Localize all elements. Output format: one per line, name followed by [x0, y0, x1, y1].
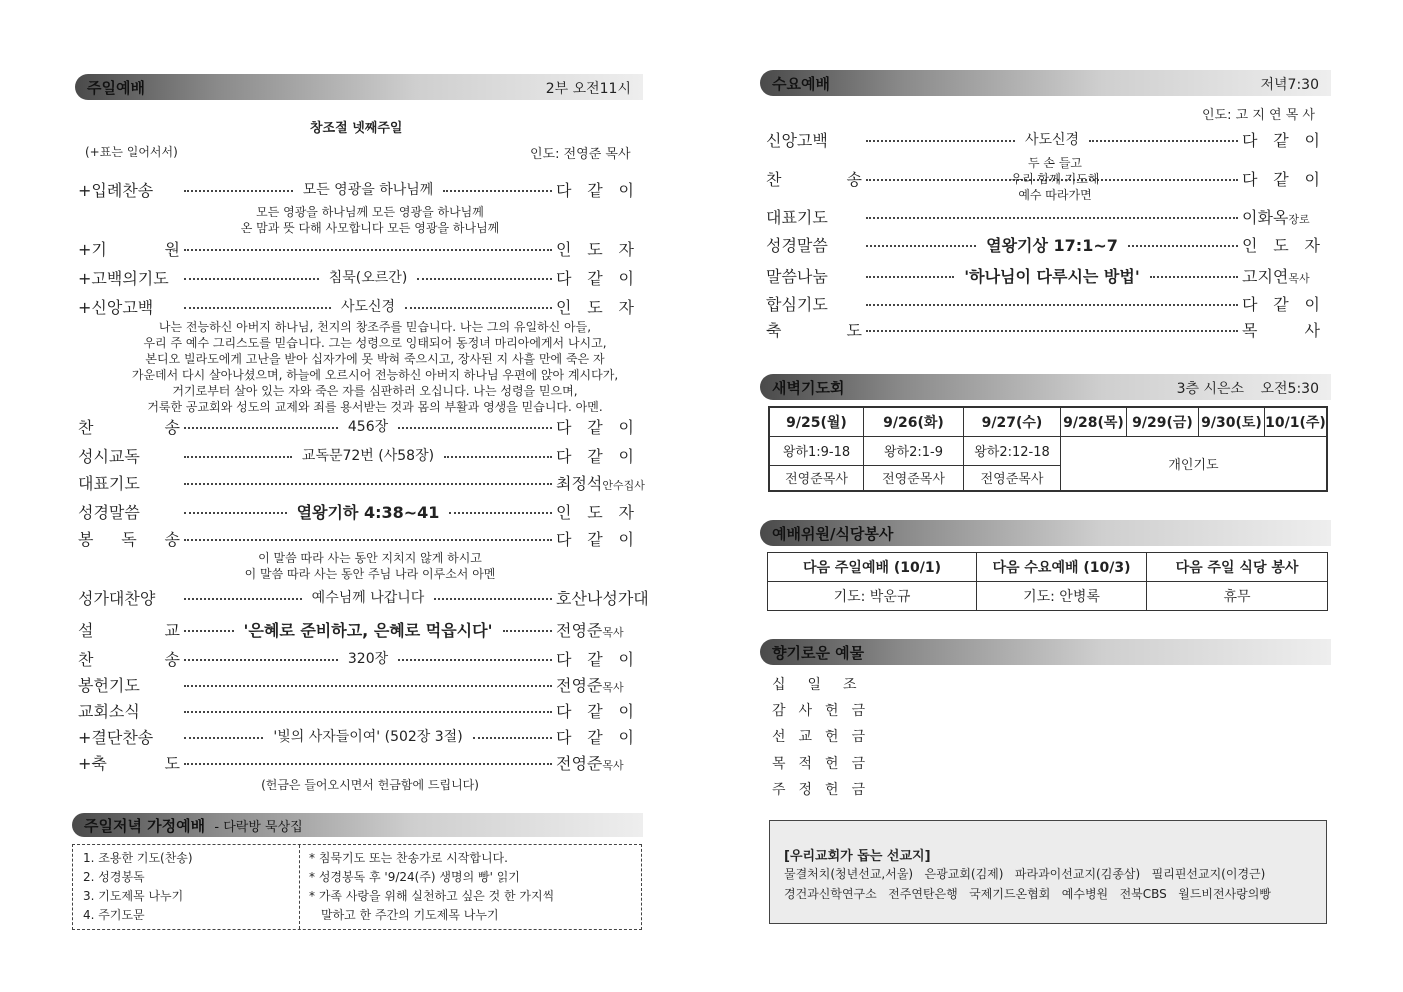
- dawn-time: 오전5:30: [1260, 381, 1319, 397]
- evening-step: 3. 기도제목 나누기: [83, 889, 184, 903]
- serve-val: 기도: 박운규: [768, 582, 977, 611]
- service-subtitle: 창조절 넷째주일: [310, 121, 403, 136]
- leader-dots: [866, 245, 976, 247]
- offering-item: 감사헌금: [772, 703, 879, 719]
- order-label: +기 원: [78, 239, 180, 259]
- wed-hymn-line: 우리 함께 기도해: [1010, 172, 1100, 186]
- order-label: +축 도: [78, 753, 180, 773]
- order-leader-name: 다 같 이: [556, 529, 634, 549]
- order-row: [78, 585, 649, 609]
- offering-item: 선교헌금: [772, 729, 879, 745]
- serve-val: 휴무: [1147, 582, 1328, 611]
- order-label: 대표기도: [766, 207, 828, 227]
- order-content: 모든 영광을 하나님께: [302, 182, 434, 198]
- order-row: [78, 724, 634, 748]
- order-leader: [1242, 318, 1320, 341]
- order-row: [78, 526, 634, 550]
- order-label: 찬 송: [78, 417, 180, 437]
- order-row: [78, 646, 634, 670]
- order-row: [78, 750, 634, 774]
- evening-header-text: [84, 815, 303, 836]
- order-leader: [556, 725, 634, 748]
- leader-dots: [443, 190, 552, 192]
- sunday-service-title: 주일예배: [87, 79, 145, 97]
- order-label: 성경말씀: [78, 502, 140, 522]
- order-leader-title: 목사: [602, 758, 624, 772]
- order-leader: [556, 237, 634, 260]
- order-label: 찬 송: [766, 169, 862, 189]
- service-leader: 인도: 전영준 목사: [530, 147, 631, 162]
- order-leader: [556, 618, 634, 641]
- order-leader: [556, 178, 634, 201]
- order-leader: [556, 444, 634, 467]
- creed-line: 가운데서 다시 살아나셨으며, 하늘에 오르시어 전능하신 아버지 하나님 우편에 앉아 계시다가,: [131, 368, 619, 382]
- leader-dots: [184, 190, 293, 192]
- creed-line: 나는 전능하신 아버지 하나님, 천지의 창조주를 믿습니다. 나는 그의 유일하신 아들,: [158, 320, 592, 334]
- leader-dots: [449, 512, 552, 514]
- order-leader: [556, 586, 649, 609]
- order-label: +결단찬송: [78, 727, 154, 747]
- order-leader-name: 인 도 자: [556, 297, 635, 317]
- wednesday-leader: 인도: 고 지 연 목 사: [1202, 108, 1315, 123]
- evening-note: 말하고 한 주간의 기도제목 나누기: [321, 908, 499, 922]
- evening-note: * 가족 사랑을 위해 실천하고 싶은 것 한 가지씩: [309, 889, 555, 903]
- order-leader-name: 다 같 이: [1242, 169, 1320, 189]
- creed-line: 거기로부터 살아 있는 자와 죽은 자를 심판하러 오십니다. 나는 성령을 믿으며,: [172, 384, 578, 398]
- order-leader-name: 다 같 이: [556, 268, 635, 288]
- response-line: 이 말씀 따라 사는 동안 지치지 않게 하시고: [258, 551, 482, 565]
- mission-line: 경건과신학연구소 전주연탄은행 국제기드온협회 예수병원 전북CBS 월드비전사랑의빵: [784, 887, 1271, 901]
- order-leader: [556, 471, 645, 494]
- order-content: 456장: [347, 419, 389, 435]
- order-leader-name: 고지연: [1242, 266, 1289, 286]
- order-label: +고백의기도: [78, 268, 169, 288]
- dawn-prayer-info: [1177, 378, 1319, 398]
- dawn-day: 9/25(월): [769, 407, 864, 436]
- order-leader-title: 안수집사: [602, 478, 645, 492]
- leader-dots: [398, 427, 552, 429]
- leader-dots: [184, 539, 552, 541]
- order-leader: [1242, 233, 1320, 256]
- leader-dots: [184, 249, 552, 251]
- evening-step: 2. 성경봉독: [83, 870, 145, 884]
- offering-note: (헌금은 들어오시면서 헌금함에 드립니다): [261, 778, 479, 792]
- order-label: +입례찬송: [78, 180, 154, 200]
- leader-dots: [444, 456, 552, 458]
- evening-step: 4. 주기도문: [83, 908, 145, 922]
- leader-dots: [1089, 140, 1238, 142]
- order-leader-name: 다 같 이: [556, 417, 634, 437]
- order-content: 열왕기상 17:1~7: [986, 235, 1118, 255]
- evening-worship-header: [72, 813, 643, 837]
- order-label: 찬 송: [78, 649, 180, 669]
- sunday-service-time: 2부 오전11시: [545, 81, 631, 97]
- dawn-personal-prayer: 개인기도: [1061, 436, 1328, 491]
- order-leader: [556, 673, 634, 696]
- order-row: [766, 204, 1320, 228]
- leader-dots: [184, 685, 552, 687]
- order-leader: [556, 647, 634, 670]
- order-row: [78, 470, 645, 494]
- order-label: 설 교: [78, 620, 180, 640]
- mission-box: [769, 820, 1327, 924]
- offering-title: 향기로운 예물: [772, 644, 865, 662]
- leader-dots: [184, 512, 287, 514]
- leader-dots: [1128, 245, 1238, 247]
- order-label: 봉 독 송: [78, 529, 180, 549]
- order-row: [766, 232, 1320, 256]
- leader-dots: [184, 763, 552, 765]
- leader-dots: [866, 276, 954, 278]
- order-label: 축 도: [766, 320, 862, 340]
- order-leader-name: 인 도 자: [556, 239, 634, 259]
- dawn-day: 9/28(목): [1061, 407, 1127, 436]
- leader-dots: [473, 737, 552, 739]
- leader-dots: [866, 330, 1238, 332]
- servers-table: [767, 552, 1328, 611]
- evening-notes: [309, 849, 554, 925]
- creed-line: 거룩한 공교회와 성도의 교제와 죄를 용서받는 것과 몸의 부활과 영생을 믿습니다. 아멘.: [147, 400, 603, 414]
- leader-dots: [184, 711, 552, 713]
- order-leader-title: 목사: [602, 625, 624, 639]
- order-leader-name: 다 같 이: [556, 649, 634, 669]
- order-content: 열왕기하 4:38~41: [296, 502, 440, 522]
- order-leader: [1242, 292, 1320, 315]
- order-label: 성시교독: [78, 446, 140, 466]
- evening-step: 1. 조용한 기도(찬송): [83, 851, 193, 865]
- wed-hymn-line: 예수 따라가면: [1018, 188, 1092, 202]
- dawn-day: 9/27(수): [964, 407, 1061, 436]
- order-label: 성경말씀: [766, 235, 828, 255]
- serve-head: 다음 수요예배 (10/3): [977, 553, 1147, 582]
- dawn-prayer-table: [768, 406, 1328, 492]
- order-leader: [1242, 128, 1320, 151]
- leader-dots: [184, 659, 338, 661]
- order-content: '하나님이 다루시는 방법': [964, 266, 1140, 286]
- leader-dots: [184, 598, 302, 600]
- order-content: 침묵(오르간): [328, 270, 408, 286]
- order-leader-name: 전영준: [556, 620, 603, 640]
- order-leader-name: 전영준: [556, 675, 603, 695]
- evening-steps: [83, 849, 193, 925]
- order-label: 대표기도: [78, 473, 140, 493]
- wednesday-service-title: 수요예배: [772, 75, 830, 93]
- order-row: [78, 443, 634, 467]
- leader-dots: [405, 307, 552, 309]
- order-label: 봉헌기도: [78, 675, 140, 695]
- leader-dots: [866, 304, 1238, 306]
- order-label: 성가대찬양: [78, 588, 156, 608]
- dawn-text: 왕하2:12-18: [964, 436, 1061, 465]
- order-label: 신앙고백: [766, 130, 828, 150]
- order-row: [78, 294, 634, 318]
- order-row: [766, 263, 1320, 287]
- dawn-prayer-header: [760, 374, 1331, 400]
- mission-title: [우리교회가 돕는 선교지]: [784, 849, 931, 864]
- order-leader-name: 다 같 이: [1242, 294, 1320, 314]
- order-leader-title: 목사: [602, 680, 624, 694]
- order-leader-name: 인 도 자: [1242, 235, 1321, 255]
- dawn-leader: 전영준목사: [769, 465, 864, 491]
- dawn-leader: 전영준목사: [964, 465, 1061, 491]
- order-row: [78, 672, 634, 696]
- order-content: '은혜로 준비하고, 은혜로 먹읍시다': [243, 620, 493, 640]
- order-label: 합심기도: [766, 294, 828, 314]
- order-row: [78, 414, 634, 438]
- offering-item: 목적헌금: [772, 756, 879, 772]
- standing-note: (+표는 일어서서): [85, 145, 178, 159]
- servers-title: 예배위원/식당봉사: [772, 525, 894, 543]
- order-leader: [1242, 167, 1320, 190]
- leader-dots: [434, 598, 552, 600]
- dawn-leader: 전영준목사: [864, 465, 964, 491]
- order-leader: [556, 266, 634, 289]
- order-content: '빛의 사자들이여' (502장 3절): [273, 729, 463, 745]
- order-leader-name: 다 같 이: [556, 446, 634, 466]
- evening-worship-title: 주일저녁 가정예배: [84, 817, 206, 835]
- order-row: [766, 291, 1320, 315]
- leader-dots: [184, 483, 552, 485]
- dawn-day: 10/1(주): [1265, 407, 1328, 436]
- leader-dots: [866, 217, 1238, 219]
- order-leader: [1242, 264, 1320, 287]
- order-row: [78, 236, 634, 260]
- order-row: [78, 177, 634, 201]
- order-content: 320장: [347, 651, 389, 667]
- leader-dots: [184, 278, 319, 280]
- order-leader-name: 전영준: [556, 753, 603, 773]
- order-row: [766, 127, 1320, 151]
- evening-worship-box: [72, 844, 642, 930]
- response-line: 이 말씀 따라 사는 동안 주님 나라 이루소서 아멘: [244, 567, 496, 581]
- dawn-day: 9/30(토): [1199, 407, 1265, 436]
- leader-dots: [417, 278, 552, 280]
- order-content: 사도신경: [340, 299, 396, 315]
- leader-dots: [184, 456, 292, 458]
- order-leader: [556, 295, 634, 318]
- evening-worship-sub: - 다락방 묵상집: [214, 820, 303, 835]
- order-row: [78, 265, 634, 289]
- order-leader-name: 인 도 자: [556, 502, 634, 522]
- leader-dots: [398, 659, 552, 661]
- leader-dots: [184, 427, 338, 429]
- order-row: [78, 499, 634, 523]
- wed-hymn-line: 두 손 들고: [1028, 156, 1082, 170]
- order-content: 예수님께 나갑니다: [311, 590, 425, 606]
- serve-head: 다음 주일예배 (10/1): [768, 553, 977, 582]
- order-leader-name: 호산나성가대: [556, 588, 649, 608]
- order-label: +신앙고백: [78, 297, 154, 317]
- mission-line: 물결처치(청년선교,서울) 은광교회(김제) 파라과이선교지(김종삼) 필리핀선교지(이경근): [784, 867, 1266, 881]
- order-leader-name: 다 같 이: [556, 727, 635, 747]
- leader-dots: [184, 630, 234, 632]
- dawn-day: 9/29(금): [1127, 407, 1199, 436]
- order-leader: [556, 527, 634, 550]
- order-leader: [556, 699, 634, 722]
- order-leader-name: 목 사: [1242, 320, 1320, 340]
- order-leader-name: 다 같 이: [556, 701, 634, 721]
- order-leader-title: 목사: [1288, 271, 1310, 285]
- order-content: 교독문72번 (사58장): [301, 448, 435, 464]
- lyric-line: 온 맘과 뜻 다해 사모합니다 모든 영광을 하나님께: [240, 221, 500, 235]
- serve-val: 기도: 안병록: [977, 582, 1147, 611]
- apostles-creed: [115, 319, 635, 415]
- dawn-place: 3층 시은소: [1176, 381, 1245, 397]
- order-row: [78, 698, 634, 722]
- dawn-day: 9/26(화): [864, 407, 964, 436]
- order-leader-name: 최정석: [556, 473, 603, 493]
- offering-item: 십일조: [772, 677, 879, 693]
- offering-header: [760, 639, 1331, 665]
- sunday-service-header: [75, 74, 643, 100]
- dawn-text: 왕하2:1-9: [864, 436, 964, 465]
- order-leader-name: 다 같 이: [1242, 130, 1321, 150]
- offering-item: 주정헌금: [772, 782, 879, 798]
- leader-dots: [184, 307, 331, 309]
- order-content: 사도신경: [1024, 132, 1080, 148]
- order-row: [766, 317, 1320, 341]
- creed-line: 본디오 빌라도에게 고난을 받아 십자가에 못 박혀 죽으시고, 장사된 지 사흘 만에 죽은 자: [145, 352, 605, 366]
- wednesday-hymn: [990, 155, 1120, 203]
- leader-dots: [184, 737, 263, 739]
- servers-header: [760, 520, 1331, 546]
- evening-note: * 성경봉독 후 '9/24(주) 생명의 빵' 읽기: [309, 870, 520, 884]
- dawn-text: 왕하1:9-18: [769, 436, 864, 465]
- dawn-prayer-title: 새벽기도회: [772, 379, 845, 397]
- lyric-line: 모든 영광을 하나님께 모든 영광을 하나님께: [256, 205, 484, 219]
- order-leader: [1242, 205, 1320, 228]
- order-leader: [556, 415, 634, 438]
- creed-line: 우리 주 예수 그리스도를 믿습니다. 그는 성령으로 잉태되어 동정녀 마리아에게서 나시고,: [143, 336, 607, 350]
- order-leader: [556, 751, 634, 774]
- wednesday-service-time: 저녁7:30: [1260, 77, 1319, 93]
- serve-head: 다음 주일 식당 봉사: [1147, 553, 1328, 582]
- response-lyrics: [200, 550, 540, 582]
- leader-dots: [503, 630, 553, 632]
- wednesday-service-header: [760, 70, 1331, 96]
- order-label: 교회소식: [78, 701, 140, 721]
- leader-dots: [866, 140, 1015, 142]
- order-leader-title: 장로: [1288, 212, 1310, 226]
- order-row: [78, 617, 634, 641]
- order-leader: [556, 500, 634, 523]
- order-leader-name: 이화옥: [1242, 207, 1289, 227]
- order-label: 말씀나눔: [766, 266, 828, 286]
- evening-steps-divider: [299, 845, 300, 929]
- hymn-lyrics: [200, 204, 540, 236]
- evening-note: * 침묵기도 또는 찬송가로 시작합니다.: [309, 851, 508, 865]
- leader-dots: [1150, 276, 1238, 278]
- order-leader-name: 다 같 이: [556, 180, 634, 200]
